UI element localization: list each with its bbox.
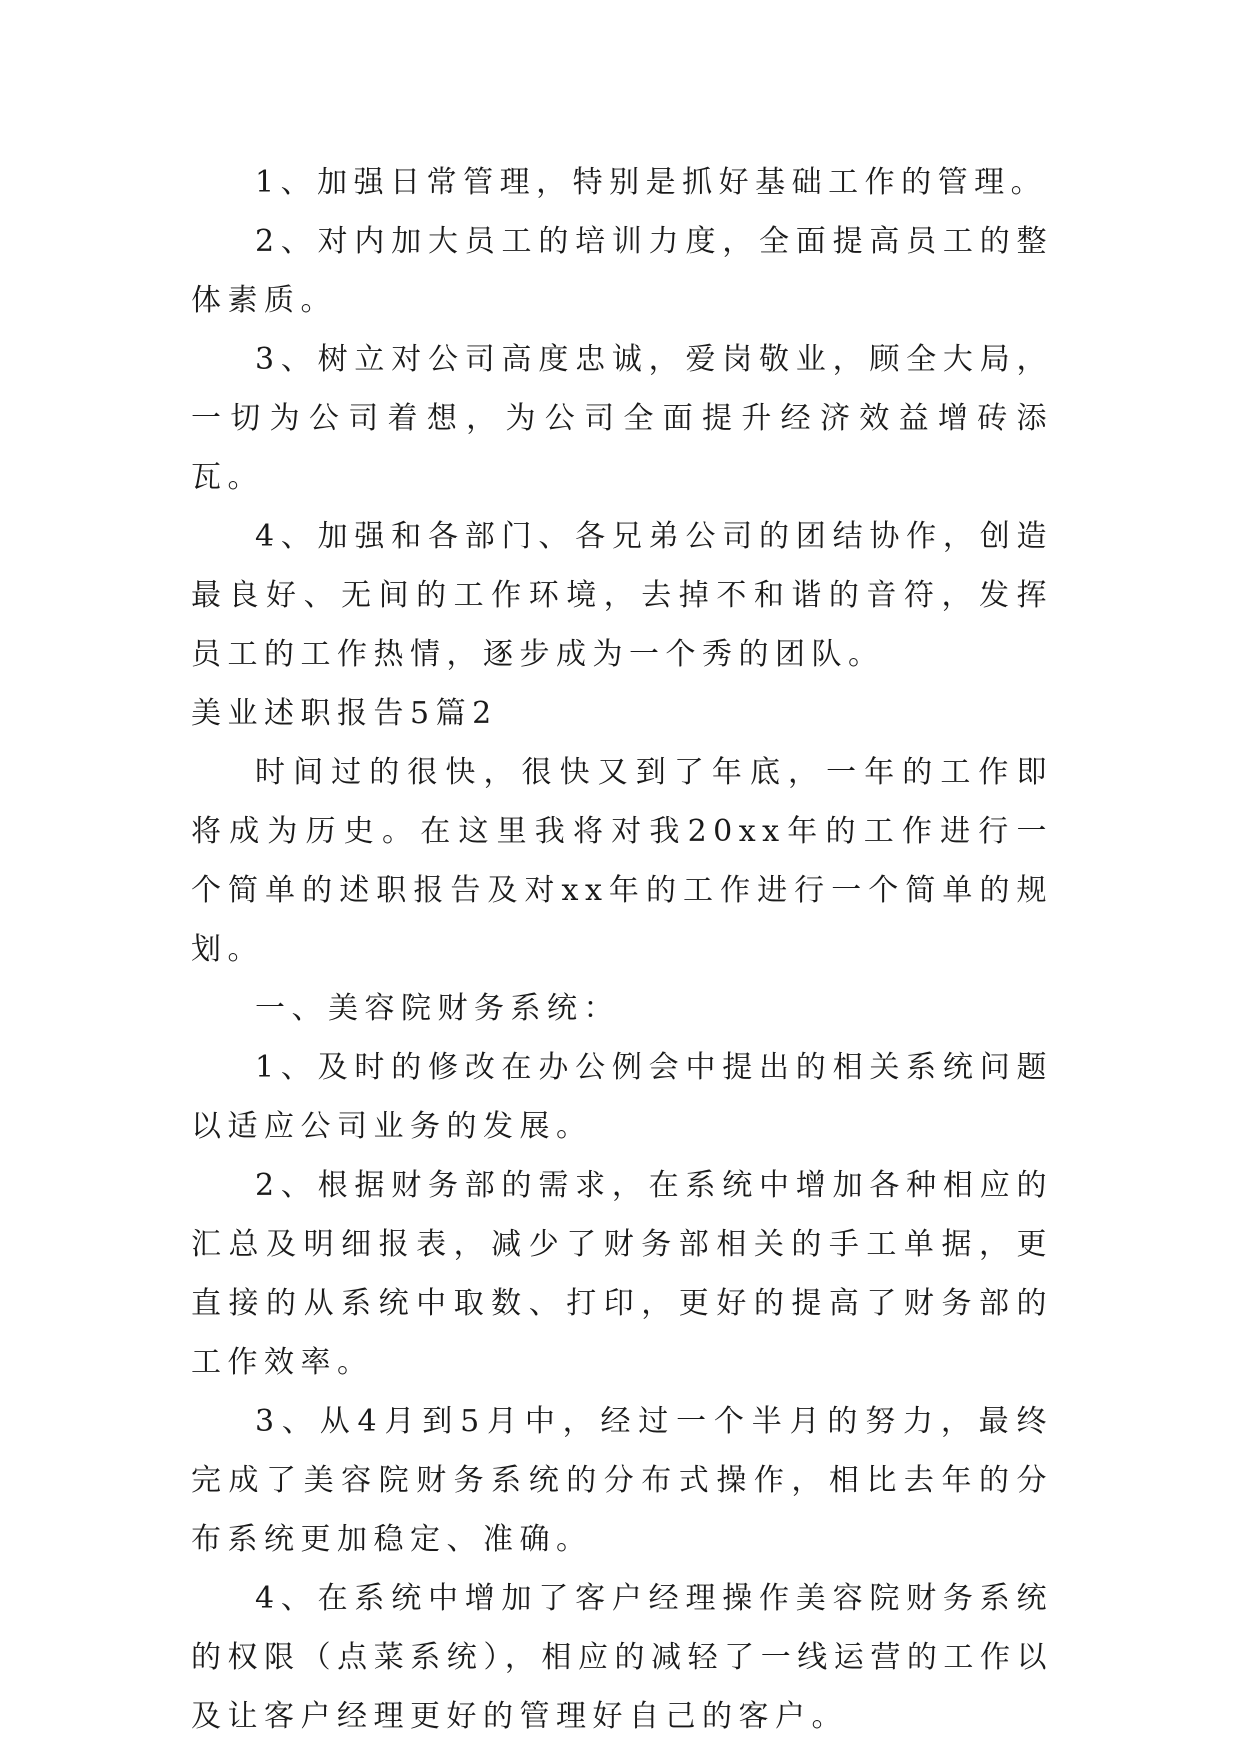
paragraph-1: 1、加强日常管理，特别是抓好基础工作的管理。 [255,165,1048,200]
section-paragraph-3: 1、及时的修改在办公例会中提出的相关系统问题以适应公司业务的发展。 [191,1050,1053,1144]
section-paragraph-5: 3、从4月到5月中，经过一个半月的努力，最终完成了美容院财务系统的分布式操作，相比去年的分布系统更加稳定、准确。 [191,1404,1053,1557]
paragraph-2: 2、对内加大员工的培训力度，全面提高员工的整体素质。 [191,224,1053,318]
section-paragraph-6: 4、在系统中增加了客户经理操作美容院财务系统的权限（点菜系统），相应的减轻了一线运营的工作以及让客户经理更好的管理好自己的客户。 [191,1581,1053,1734]
document-body [191,153,1053,1746]
section-paragraph-1: 时间过的很快，很快又到了年底，一年的工作即将成为历史。在这里我将对我20xx年的工作进行一个简单的述职报告及对xx年的工作进行一个简单的规划。 [191,755,1053,967]
paragraph-3: 3、树立对公司高度忠诚，爱岗敬业，顾全大局，一切为公司着想，为公司全面提升经济效益增砖添瓦。 [191,342,1053,495]
section-paragraph-4: 2、根据财务部的需求，在系统中增加各种相应的汇总及明细报表，减少了财务部相关的手工单据，更直接的从系统中取数、打印，更好的提高了财务部的工作效率。 [191,1168,1053,1380]
section-title: 美业述职报告5篇2 [191,696,498,731]
paragraph-4: 4、加强和各部门、各兄弟公司的团结协作，创造最良好、无间的工作环境，去掉不和谐的音符，发挥员工的工作热情，逐步成为一个秀的团队。 [191,519,1053,672]
section-paragraph-2: 一、美容院财务系统： [255,991,620,1026]
